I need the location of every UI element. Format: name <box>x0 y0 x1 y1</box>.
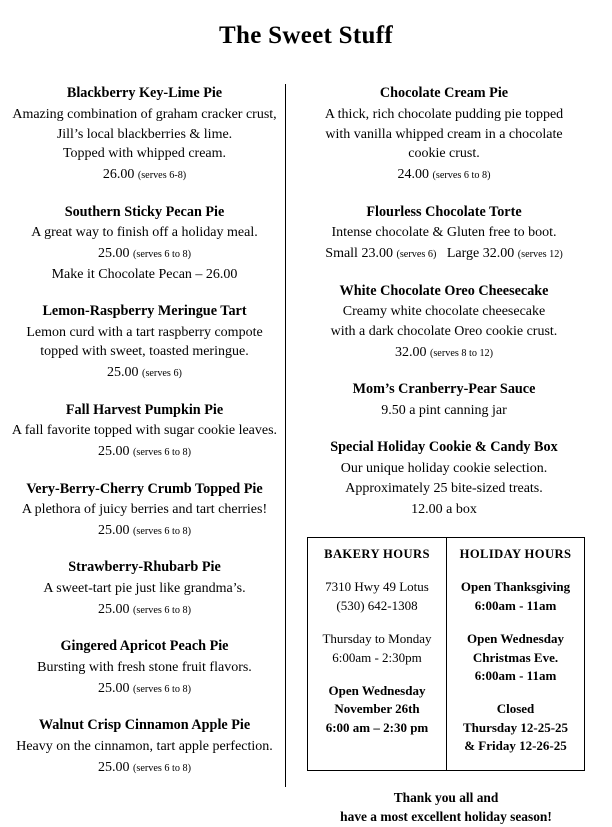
menu-item-price: 9.50 a pint canning jar <box>381 403 507 419</box>
hours-line: Christmas Eve. <box>472 649 559 665</box>
menu-item-description-line: Jill’s local blackberries & lime. <box>56 126 233 142</box>
column-divider <box>285 84 286 787</box>
menu-item-description-line: A fall favorite topped with sugar cookie leaves. <box>11 423 278 439</box>
holiday-hours-cell <box>446 538 584 770</box>
menu-item-description-line: topped with sweet, toasted meringue. <box>40 344 249 360</box>
menu-item-price-value: 25.00 <box>98 523 133 539</box>
holiday-hours-block <box>453 578 578 615</box>
holiday-hours-blocks <box>453 578 578 756</box>
menu-item-serves: (serves 6) <box>142 368 182 380</box>
menu-item-name: Mom’s Cranberry-Pear Sauce <box>352 381 536 398</box>
hours-line: Thursday 12-25-25 <box>462 719 569 735</box>
menu-item-price <box>299 343 589 363</box>
hours-line: Open Wednesday <box>467 631 564 647</box>
menu-item-price-value: 25.00 <box>98 602 133 618</box>
menu-item-description-line: Heavy on the cinnamon, tart apple perfection. <box>16 739 273 754</box>
menu-item-serves-small: (serves 6) <box>396 249 437 261</box>
menu-item-description-line: Creamy white chocolate cheesecake <box>342 304 546 320</box>
menu-column-right <box>295 84 597 827</box>
menu-item-serves-large: (serves 12) <box>517 249 563 261</box>
bakery-hours-heading: BAKERY HOURS <box>324 547 430 562</box>
menu-item-price: 12.00 a box <box>411 501 477 517</box>
menu-item-price <box>299 244 589 264</box>
menu-item-price <box>10 442 279 462</box>
menu-item-serves: (serves 6 to 8) <box>133 526 191 538</box>
menu-item-price-value: 25.00 <box>98 444 133 460</box>
menu-item-name: White Chocolate Oreo Cheesecake <box>339 282 549 299</box>
menu-item-name: Strawberry-Rhubarb Pie <box>68 559 221 576</box>
menu-item-price-value: 25.00 <box>98 246 133 262</box>
menu-item-serves: (serves 6 to 8) <box>133 605 191 617</box>
menu-column-right-items <box>299 84 589 520</box>
hours-table <box>307 537 585 771</box>
hours-line: Closed <box>496 701 535 717</box>
holiday-hours-block <box>453 630 578 685</box>
menu-item-description-line: Approximately 25 bite-sized treats. <box>345 480 543 496</box>
menu-item-description-line: A sweet-tart pie just like grandma’s. <box>43 581 246 597</box>
menu-item-price <box>10 521 279 541</box>
menu-item-serves: (serves 6 to 8) <box>133 249 191 261</box>
bakery-hours-block <box>314 682 440 737</box>
hours-line: Open Wednesday <box>328 682 426 698</box>
menu-item-price <box>10 363 279 383</box>
hours-line: November 26th <box>334 701 420 717</box>
menu-item-description-line: Our unique holiday cookie selection. <box>340 461 548 477</box>
menu-item <box>10 302 279 384</box>
menu-item-price <box>10 165 279 185</box>
page-title: The Sweet Stuff <box>219 22 393 49</box>
menu-item-extra-option: Make it Chocolate Pecan – 26.00 <box>51 266 238 282</box>
menu-item-description-line: with vanilla whipped cream in a chocolate <box>325 126 563 142</box>
menu-item <box>10 637 279 699</box>
menu-item-price-value: 25.00 <box>98 759 133 775</box>
menu-columns <box>0 84 612 827</box>
hours-line: Open Thanksgiving <box>460 579 571 595</box>
menu-item-name: Flourless Chocolate Torte <box>366 203 522 220</box>
menu-item-name: Southern Sticky Pecan Pie <box>64 203 225 220</box>
menu-item-description-line: cookie crust. <box>408 146 480 162</box>
menu-item-name: Walnut Crisp Cinnamon Apple Pie <box>38 717 251 734</box>
menu-item-description-line: with a dark chocolate Oreo cookie crust. <box>330 324 558 340</box>
menu-item <box>299 380 589 421</box>
menu-item <box>299 438 589 520</box>
bakery-hours-blocks <box>314 578 440 737</box>
menu-item <box>299 84 589 186</box>
menu-item-price <box>10 679 279 699</box>
menu-item-price-value: 25.00 <box>98 680 133 696</box>
menu-item-price <box>299 165 589 185</box>
menu-item-price-small: Small 23.00 <box>325 246 397 262</box>
holiday-hours-block <box>453 700 578 755</box>
menu-item-name: Lemon-Raspberry Meringue Tart <box>42 302 247 319</box>
menu-item <box>10 401 279 463</box>
menu-item-price-large: Large 32.00 <box>446 246 518 262</box>
menu-page <box>0 22 612 825</box>
menu-item <box>10 84 279 186</box>
bakery-hours-block <box>314 578 440 615</box>
holiday-hours-heading: HOLIDAY HOURS <box>459 547 572 562</box>
menu-item-description-line: Intense chocolate & Gluten free to boot. <box>331 225 557 241</box>
menu-item-price <box>10 244 279 264</box>
menu-item-price-value: 26.00 <box>102 167 138 183</box>
hours-line: 7310 Hwy 49 Lotus <box>325 579 429 595</box>
hours-line: Thursday to Monday <box>322 631 432 647</box>
menu-item-description-line: Amazing combination of graham cracker crust, <box>12 106 277 122</box>
menu-item-description-line: A thick, rich chocolate pudding pie topped <box>324 106 564 122</box>
menu-item-serves: (serves 6 to 8) <box>133 683 191 695</box>
menu-item-serves: (serves 6 to 8) <box>133 762 191 774</box>
bakery-hours-cell <box>308 538 446 770</box>
menu-item <box>10 716 279 778</box>
menu-item-description-line: Topped with whipped cream. <box>62 146 227 162</box>
menu-item-name: Special Holiday Cookie & Candy Box <box>330 439 558 456</box>
menu-item-price-value: 25.00 <box>107 365 143 381</box>
menu-item <box>10 203 279 285</box>
menu-item-serves: (serves 6-8) <box>137 170 187 182</box>
hours-line: 6:00am - 11am <box>474 667 557 683</box>
menu-item-serves: (serves 8 to 12) <box>429 348 494 360</box>
menu-item <box>10 480 279 542</box>
closing-line: have a most excellent holiday season! <box>340 809 552 825</box>
menu-item-description-line: A great way to finish off a holiday meal. <box>31 225 258 241</box>
menu-item-description-line: Bursting with fresh stone fruit flavors. <box>37 660 252 676</box>
menu-item-price-value: 24.00 <box>397 167 433 183</box>
menu-item-description-line: A plethora of juicy berries and tart cherries! <box>21 502 268 518</box>
menu-item-serves: (serves 6 to 8) <box>432 170 491 182</box>
hours-line: & Friday 12-26-25 <box>464 738 567 754</box>
menu-item-name: Very-Berry-Cherry Crumb Topped Pie <box>26 480 263 497</box>
hours-line: 6:00 am – 2:30 pm <box>325 719 429 735</box>
menu-item-name: Chocolate Cream Pie <box>379 85 509 101</box>
price-separator <box>436 246 447 261</box>
menu-item <box>299 282 589 364</box>
menu-item-name: Fall Harvest Pumpkin Pie <box>65 401 224 418</box>
menu-column-left <box>0 84 285 795</box>
hours-line: (530) 642-1308 <box>336 597 418 613</box>
hours-line: 6:00am - 2:30pm <box>332 649 422 665</box>
menu-item-serves: (serves 6 to 8) <box>133 447 191 459</box>
menu-item-name: Blackberry Key-Lime Pie <box>66 85 223 101</box>
menu-item-price <box>10 758 279 778</box>
menu-item <box>10 558 279 620</box>
menu-item-description-line: Lemon curd with a tart raspberry compote <box>26 324 263 340</box>
menu-item-name: Gingered Apricot Peach Pie <box>60 638 229 655</box>
bakery-hours-block <box>314 630 440 667</box>
closing-line: Thank you all and <box>393 789 499 805</box>
closing-message <box>307 788 585 827</box>
hours-line: 6:00am - 11am <box>474 597 557 613</box>
menu-item <box>299 203 589 265</box>
menu-item-price <box>10 600 279 620</box>
menu-item-price-value: 32.00 <box>394 345 430 361</box>
